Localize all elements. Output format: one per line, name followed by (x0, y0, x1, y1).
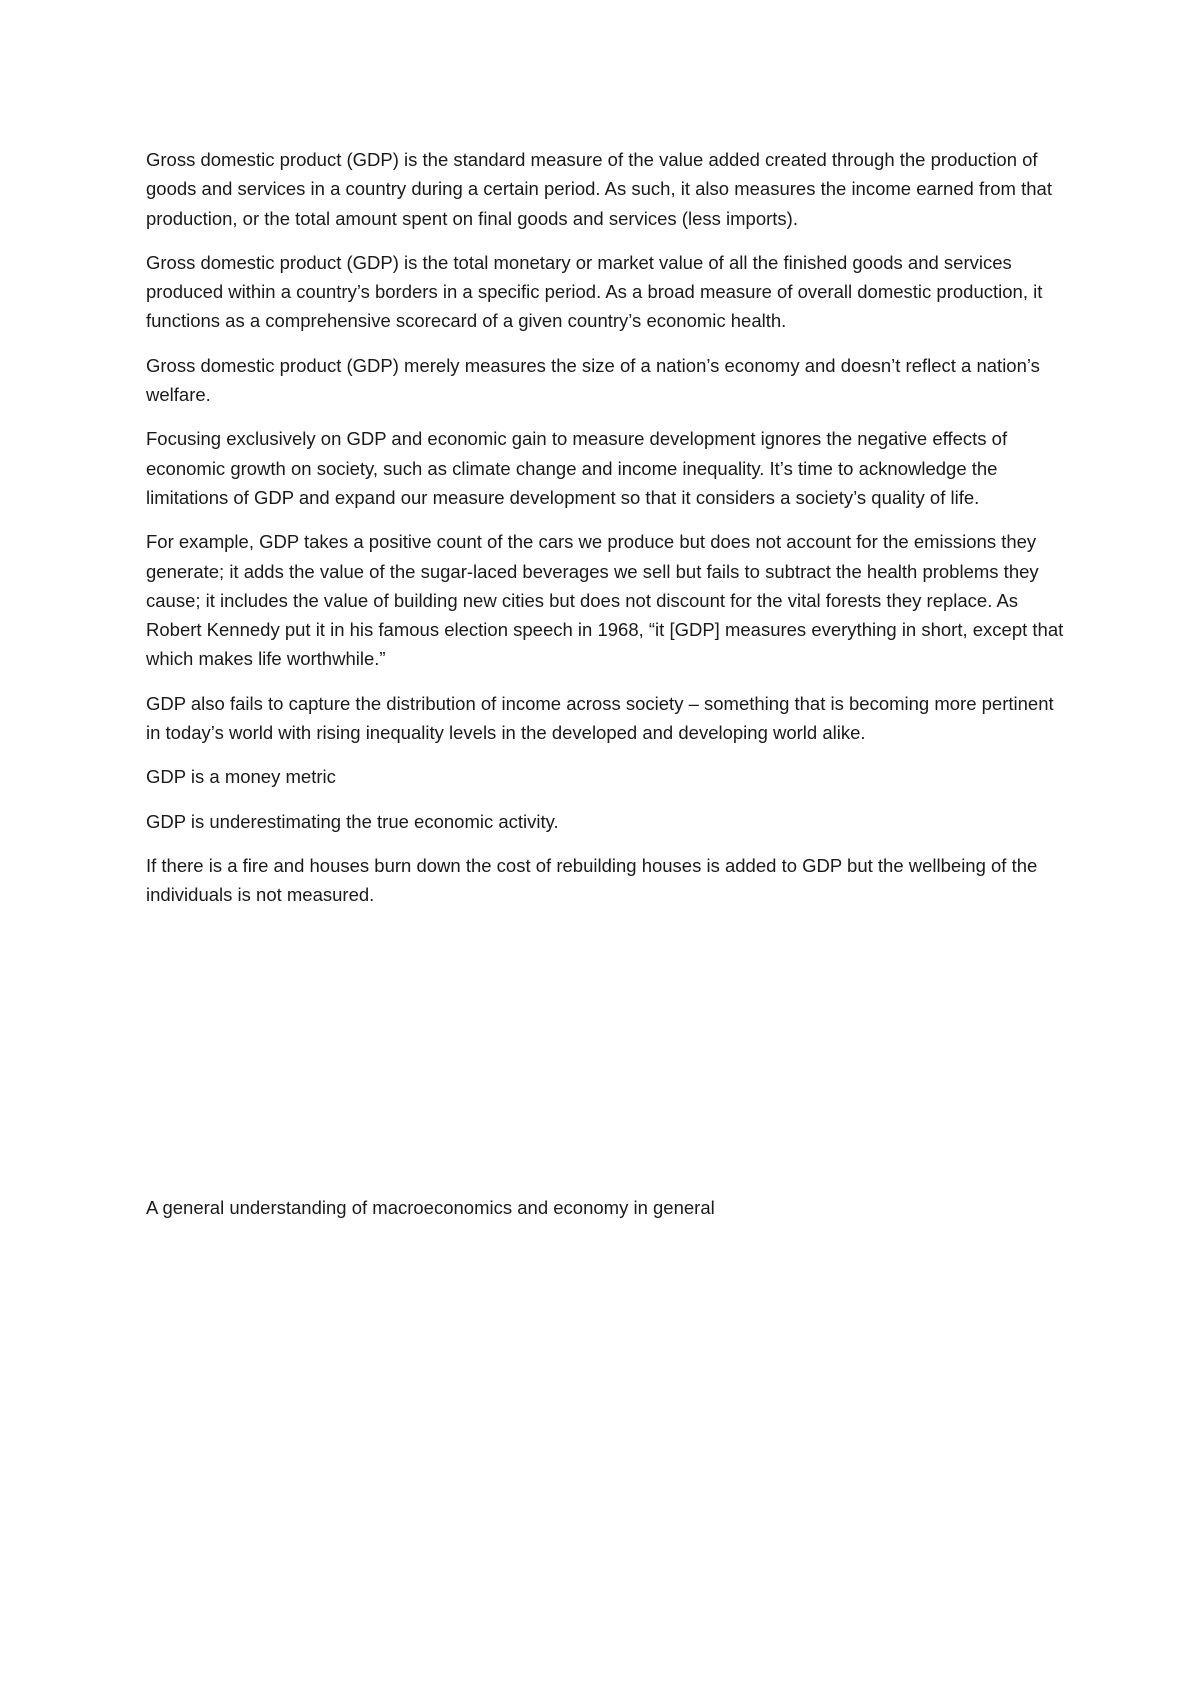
closing-line: A general understanding of macroeconomics and economy in general (146, 1197, 715, 1218)
paragraph-money-metric: GDP is a money metric (146, 766, 336, 788)
paragraph-gdp-market-value: Gross domestic product (GDP) is the total monetary or market value of all the finished goods and services produced within a country’s borders in a specific period. As a broad measure of overall domestic production, it functions as a comprehensive scorecard of a given country’s economic health. (146, 251, 1043, 332)
paragraph-gdp-welfare: Gross domestic product (GDP) merely measures the size of a nation’s economy and doesn’t reflect a nation’s welfare. (146, 354, 1040, 406)
paragraph-underestimating: GDP is underestimating the true economic activity. (146, 810, 559, 832)
paragraph-gdp-example: For example, GDP takes a positive count of the cars we produce but does not account for the emissions they generate; it adds the value of the sugar-laced beverages we sell but fails to subtract the health problems they cause; it includes the value of building new cities but does not discount for the vital forests they replace. As Robert Kennedy put it in his famous election speech in 1968, “it [GDP] measures everything in short, except that which makes life worthwhile.” (146, 531, 1064, 670)
paragraph-gdp-distribution: GDP also fails to capture the distribution of income across society – something that is becoming more pertinent in today’s world with rising inequality levels in the developed and developing world alike. (146, 692, 1054, 744)
document-body (146, 145, 1066, 925)
paragraph-gdp-definition: Gross domestic product (GDP) is the standard measure of the value added created through the production of goods and services in a country during a certain period. As such, it also measures the income earned from that production, or the total amount spent on final goods and services (less imports). (146, 149, 1052, 229)
paragraph-fire-example: If there is a fire and houses burn down the cost of rebuilding houses is added to GDP but the wellbeing of the individuals is not measured. (146, 854, 1038, 906)
paragraph-gdp-limitations: Focusing exclusively on GDP and economic gain to measure development ignores the negative effects of economic growth on society, such as climate change and income inequality. It’s time to acknowledge the limitations of GDP and expand our measure development so that it considers a society’s quality of life. (146, 428, 1008, 508)
